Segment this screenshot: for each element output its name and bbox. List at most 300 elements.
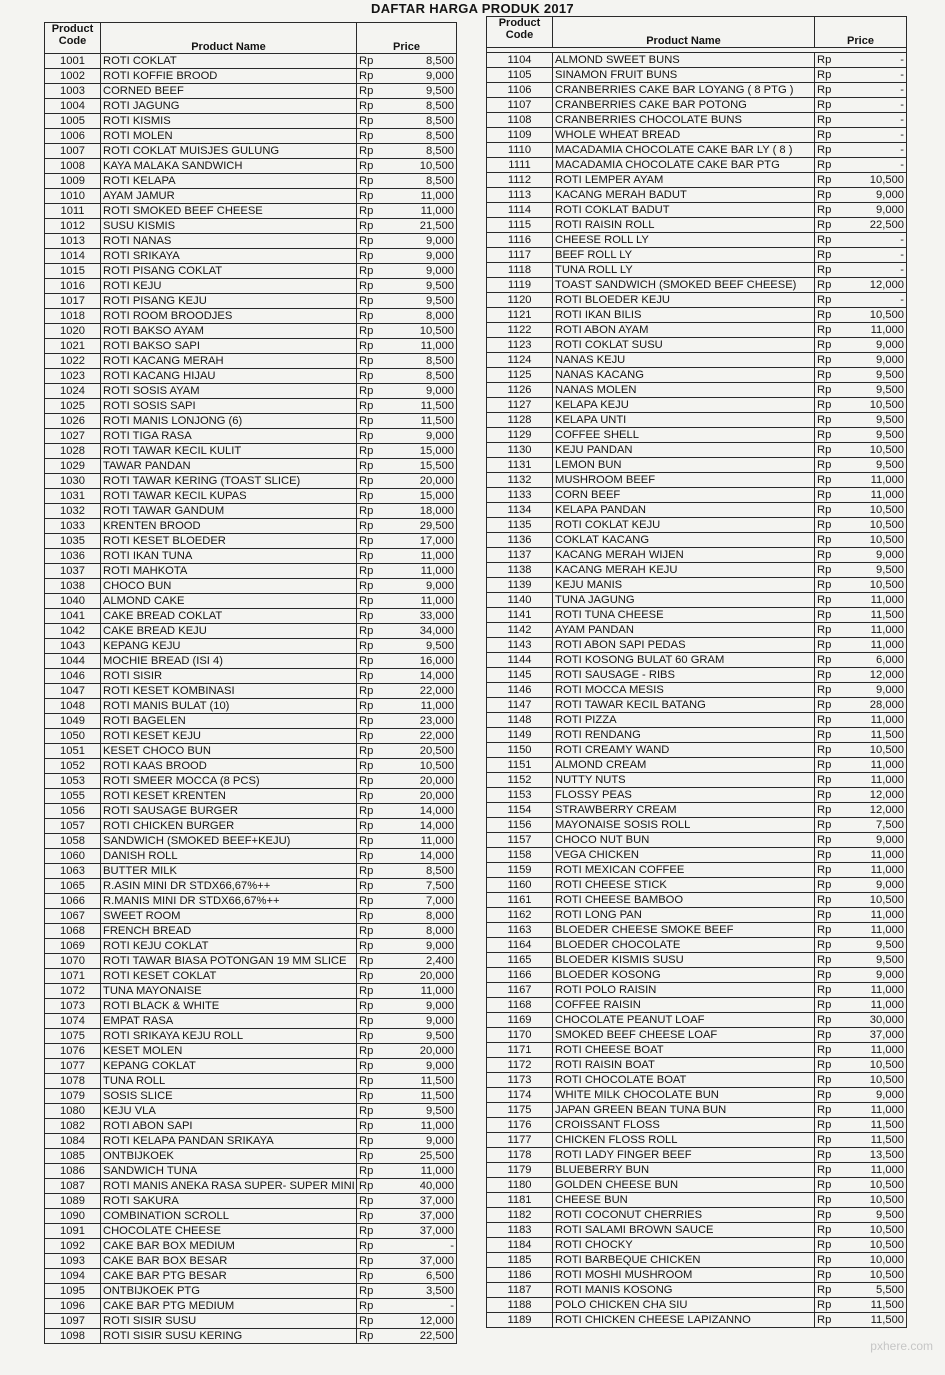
product-name: GOLDEN CHEESE BUN [553,1178,815,1193]
product-code: 1117 [487,248,553,263]
price-value: 11,500 [397,1089,457,1104]
price-value: 20,000 [397,1044,457,1059]
product-name: ONTBIJKOEK PTG [101,1284,357,1299]
table-row [45,474,457,489]
price-value: 11,000 [397,699,457,714]
product-name: CAKE BAR PTG BESAR [101,1269,357,1284]
currency: Rp [815,98,849,113]
table-row [487,353,907,368]
product-name: NANAS MOLEN [553,383,815,398]
product-code: 1105 [487,68,553,83]
product-code: 1112 [487,173,553,188]
price-value: 22,000 [397,684,457,699]
product-code: 1166 [487,968,553,983]
product-code: 1187 [487,1283,553,1298]
product-code: 1140 [487,593,553,608]
currency: Rp [815,443,849,458]
table-row [45,339,457,354]
price-value: 8,000 [397,309,457,324]
product-name: BEEF ROLL LY [553,248,815,263]
product-code: 1119 [487,278,553,293]
currency: Rp [815,1133,849,1148]
currency: Rp [357,669,397,684]
table-row [45,54,457,69]
product-name: CRANBERRIES CHOCOLATE BUNS [553,113,815,128]
product-name: ROTI POLO RAISIN [553,983,815,998]
product-code: 1050 [45,729,101,744]
currency: Rp [815,563,849,578]
table-row [45,1254,457,1269]
currency: Rp [357,609,397,624]
price-value: 15,000 [397,489,457,504]
header-product-code: Product Code [487,17,553,48]
price-value: 10,500 [849,398,907,413]
table-row [487,998,907,1013]
product-code: 1157 [487,833,553,848]
product-name: ROTI MOLEN [101,129,357,144]
product-code: 1077 [45,1059,101,1074]
table-row [487,1313,907,1328]
currency: Rp [815,488,849,503]
product-name: ROTI COKLAT SUSU [553,338,815,353]
product-name: KESET MOLEN [101,1044,357,1059]
currency: Rp [357,69,397,84]
product-name: ROTI KOSONG BULAT 60 GRAM [553,653,815,668]
product-code: 1164 [487,938,553,953]
price-value: 37,000 [849,1028,907,1043]
currency: Rp [815,848,849,863]
product-code: 1161 [487,893,553,908]
product-code: 1130 [487,443,553,458]
product-code: 1171 [487,1043,553,1058]
table-row [487,563,907,578]
price-value: 10,000 [849,1253,907,1268]
price-value: 11,000 [849,323,907,338]
price-value: 9,500 [849,458,907,473]
product-name: CORN BEEF [553,488,815,503]
currency: Rp [815,638,849,653]
currency: Rp [815,83,849,98]
product-code: 1126 [487,383,553,398]
product-code: 1085 [45,1149,101,1164]
currency: Rp [815,308,849,323]
product-name: BLOEDER CHEESE SMOKE BEEF [553,923,815,938]
price-value: 10,500 [849,443,907,458]
product-code: 1068 [45,924,101,939]
currency: Rp [357,564,397,579]
product-code: 1056 [45,804,101,819]
table-row [45,609,457,624]
price-value: 11,000 [849,1163,907,1178]
product-code: 1066 [45,894,101,909]
product-name: CAKE BAR PTG MEDIUM [101,1299,357,1314]
product-name: KEPANG COKLAT [101,1059,357,1074]
currency: Rp [357,174,397,189]
product-name: ALMOND CAKE [101,594,357,609]
price-value: 11,000 [397,1164,457,1179]
product-code: 1169 [487,1013,553,1028]
price-value: 10,500 [849,893,907,908]
currency: Rp [815,653,849,668]
currency: Rp [815,668,849,683]
currency: Rp [815,893,849,908]
product-code: 1168 [487,998,553,1013]
table-row [487,1103,907,1118]
product-name: TUNA ROLL [101,1074,357,1089]
product-name: AYAM JAMUR [101,189,357,204]
table-row [487,1208,907,1223]
product-code: 1132 [487,473,553,488]
product-code: 1076 [45,1044,101,1059]
product-code: 1177 [487,1133,553,1148]
product-name: ROTI KEJU COKLAT [101,939,357,954]
price-value: 11,000 [849,848,907,863]
price-value: 8,500 [397,174,457,189]
table-row [487,428,907,443]
table-row [487,1163,907,1178]
product-code: 1016 [45,279,101,294]
product-code: 1021 [45,339,101,354]
table-row [487,308,907,323]
product-code: 1063 [45,864,101,879]
table-row [45,909,457,924]
table-row [45,1104,457,1119]
product-code: 1012 [45,219,101,234]
price-value: 9,500 [397,294,457,309]
currency: Rp [815,1283,849,1298]
table-row [487,728,907,743]
product-code: 1060 [45,849,101,864]
product-name: CHOCOLATE PEANUT LOAF [553,1013,815,1028]
price-value: 29,500 [397,519,457,534]
price-value: 28,000 [849,698,907,713]
product-code: 1084 [45,1134,101,1149]
product-code: 1108 [487,113,553,128]
table-row [487,1238,907,1253]
product-name: NANAS KEJU [553,353,815,368]
price-value: 10,500 [849,503,907,518]
currency: Rp [357,1044,397,1059]
product-name: ROTI KESET BLOEDER [101,534,357,549]
product-code: 1018 [45,309,101,324]
table-row [45,954,457,969]
table-row [45,1329,457,1344]
product-code: 1013 [45,234,101,249]
price-value: 9,000 [397,939,457,954]
table-row [487,113,907,128]
price-value: 8,000 [397,909,457,924]
currency: Rp [357,264,397,279]
product-code: 1154 [487,803,553,818]
product-name: MAYONAISE SOSIS ROLL [553,818,815,833]
price-value: 13,500 [849,1148,907,1163]
product-code: 1030 [45,474,101,489]
price-value: 10,500 [849,533,907,548]
table-row [487,1118,907,1133]
currency: Rp [357,1104,397,1119]
product-code: 1082 [45,1119,101,1134]
table-row [487,833,907,848]
price-value: 34,000 [397,624,457,639]
product-code: 1162 [487,908,553,923]
price-value: 12,000 [849,803,907,818]
price-value: 9,000 [849,548,907,563]
product-code: 1029 [45,459,101,474]
product-code: 1150 [487,743,553,758]
product-name: ROTI KEJU [101,279,357,294]
product-code: 1042 [45,624,101,639]
product-code: 1122 [487,323,553,338]
currency: Rp [357,849,397,864]
price-value: 9,500 [397,279,457,294]
product-code: 1004 [45,99,101,114]
price-value: 9,500 [849,953,907,968]
currency: Rp [815,1058,849,1073]
table-row [487,98,907,113]
table-row [45,84,457,99]
price-value: 7,000 [397,894,457,909]
product-code: 1142 [487,623,553,638]
table-row [45,354,457,369]
product-code: 1038 [45,579,101,594]
price-value: 10,500 [849,743,907,758]
currency: Rp [357,369,397,384]
currency: Rp [357,969,397,984]
product-code: 1074 [45,1014,101,1029]
table-row [487,1073,907,1088]
table-row [487,383,907,398]
product-name: ROTI TAWAR KERING (TOAST SLICE) [101,474,357,489]
product-code: 1156 [487,818,553,833]
product-name: ROTI SAUSAGE BURGER [101,804,357,819]
currency: Rp [357,999,397,1014]
table-row [487,338,907,353]
product-name: ROTI ABON AYAM [553,323,815,338]
product-name: KELAPA PANDAN [553,503,815,518]
currency: Rp [357,1194,397,1209]
table-row [487,143,907,158]
currency: Rp [357,354,397,369]
currency: Rp [357,1224,397,1239]
product-name: ROTI KAAS BROOD [101,759,357,774]
product-code: 1175 [487,1103,553,1118]
product-name: ROTI SRIKAYA KEJU ROLL [101,1029,357,1044]
currency: Rp [357,774,397,789]
product-code: 1052 [45,759,101,774]
currency: Rp [357,249,397,264]
product-code: 1048 [45,699,101,714]
product-code: 1153 [487,788,553,803]
currency: Rp [815,1268,849,1283]
currency: Rp [357,924,397,939]
currency: Rp [357,594,397,609]
price-value: 37,000 [397,1224,457,1239]
product-name: KRENTEN BROOD [101,519,357,534]
product-code: 1167 [487,983,553,998]
product-code: 1011 [45,204,101,219]
product-name: ROTI BAKSO AYAM [101,324,357,339]
price-value: 11,000 [397,834,457,849]
product-code: 1159 [487,863,553,878]
product-code: 1165 [487,953,553,968]
product-name: ROTI SISIR SUSU [101,1314,357,1329]
currency: Rp [357,1134,397,1149]
product-code: 1093 [45,1254,101,1269]
currency: Rp [357,519,397,534]
currency: Rp [815,338,849,353]
price-value: - [849,113,907,128]
product-code: 1071 [45,969,101,984]
product-code: 1134 [487,503,553,518]
price-value: 9,000 [397,249,457,264]
product-name: ROTI TAWAR GANDUM [101,504,357,519]
product-name: ROTI KELAPA PANDAN SRIKAYA [101,1134,357,1149]
table-row [45,729,457,744]
table-row [45,234,457,249]
price-value: 7,500 [397,879,457,894]
product-code: 1069 [45,939,101,954]
product-name: KELAPA UNTI [553,413,815,428]
product-name: ROTI BARBEQUE CHICKEN [553,1253,815,1268]
product-name: KAYA MALAKA SANDWICH [101,159,357,174]
currency: Rp [815,923,849,938]
product-name: ROTI BAGELEN [101,714,357,729]
currency: Rp [815,608,849,623]
product-code: 1010 [45,189,101,204]
product-name: ROTI RAISIN BOAT [553,1058,815,1073]
product-name: ROTI PISANG COKLAT [101,264,357,279]
product-name: ROTI BAKSO SAPI [101,339,357,354]
product-name: CROISSANT FLOSS [553,1118,815,1133]
currency: Rp [815,1178,849,1193]
product-name: ROTI KOFFIE BROOD [101,69,357,84]
product-name: CAKE BREAD KEJU [101,624,357,639]
table-row [45,1269,457,1284]
price-value: 11,000 [397,549,457,564]
header-price: Price [815,17,907,48]
product-name: KELAPA KEJU [553,398,815,413]
price-value: 6,000 [849,653,907,668]
product-code: 1024 [45,384,101,399]
price-value: 8,500 [397,54,457,69]
product-code: 1170 [487,1028,553,1043]
product-name: ROTI LADY FINGER BEEF [553,1148,815,1163]
price-value: 10,500 [397,759,457,774]
table-row [45,1044,457,1059]
currency: Rp [815,53,849,68]
table-row [45,639,457,654]
currency: Rp [815,68,849,83]
currency: Rp [815,983,849,998]
price-value: 17,000 [397,534,457,549]
product-code: 1037 [45,564,101,579]
table-row [487,1028,907,1043]
price-value: 9,500 [849,563,907,578]
table-row [487,548,907,563]
price-value: 37,000 [397,1254,457,1269]
table-row [487,953,907,968]
product-name: SMOKED BEEF CHEESE LOAF [553,1028,815,1043]
table-row [45,624,457,639]
price-value: 9,000 [397,234,457,249]
currency: Rp [815,728,849,743]
currency: Rp [815,473,849,488]
product-name: ROTI MOCCA MESIS [553,683,815,698]
table-row [45,759,457,774]
product-name: ROTI SISIR SUSU KERING [101,1329,357,1344]
currency: Rp [357,144,397,159]
price-value: 11,500 [849,1298,907,1313]
table-row [487,1283,907,1298]
table-row [487,473,907,488]
currency: Rp [357,879,397,894]
table-row [487,128,907,143]
product-code: 1138 [487,563,553,578]
table-row [487,1148,907,1163]
product-name: ROTI COCONUT CHERRIES [553,1208,815,1223]
currency: Rp [815,548,849,563]
price-value: 9,000 [397,1059,457,1074]
currency: Rp [357,1329,397,1344]
product-code: 1185 [487,1253,553,1268]
product-name: COFFEE RAISIN [553,998,815,1013]
table-row [45,204,457,219]
table-row [45,684,457,699]
price-value: 11,000 [849,638,907,653]
product-name: ROTI NANAS [101,234,357,249]
table-row [45,264,457,279]
table-row [487,278,907,293]
price-value: 11,000 [849,713,907,728]
price-value: 11,000 [397,189,457,204]
currency: Rp [815,1148,849,1163]
currency: Rp [357,1089,397,1104]
currency: Rp [815,998,849,1013]
price-value: 14,000 [397,804,457,819]
product-name: CHEESE BUN [553,1193,815,1208]
currency: Rp [357,159,397,174]
product-code: 1017 [45,294,101,309]
table-row [487,488,907,503]
price-value: 8,500 [397,369,457,384]
price-value: 16,000 [397,654,457,669]
product-name: TUNA MAYONAISE [101,984,357,999]
table-row [45,1074,457,1089]
price-value: 20,000 [397,474,457,489]
price-value: 11,500 [849,1313,907,1328]
table-row [45,1164,457,1179]
product-name: ROTI MANIS KOSONG [553,1283,815,1298]
table-row [487,608,907,623]
price-value: 11,500 [849,1133,907,1148]
price-value: - [849,143,907,158]
product-name: KEJU MANIS [553,578,815,593]
table-row [487,83,907,98]
product-code: 1120 [487,293,553,308]
product-name: ALMOND CREAM [553,758,815,773]
currency: Rp [357,729,397,744]
currency: Rp [357,1014,397,1029]
price-value: 9,000 [849,683,907,698]
currency: Rp [815,428,849,443]
product-name: ROTI KACANG HIJAU [101,369,357,384]
product-code: 1109 [487,128,553,143]
price-value: 9,000 [397,1014,457,1029]
product-code: 1006 [45,129,101,144]
table-row [487,1088,907,1103]
product-name: ROTI CHOCKY [553,1238,815,1253]
price-value: 11,000 [849,758,907,773]
